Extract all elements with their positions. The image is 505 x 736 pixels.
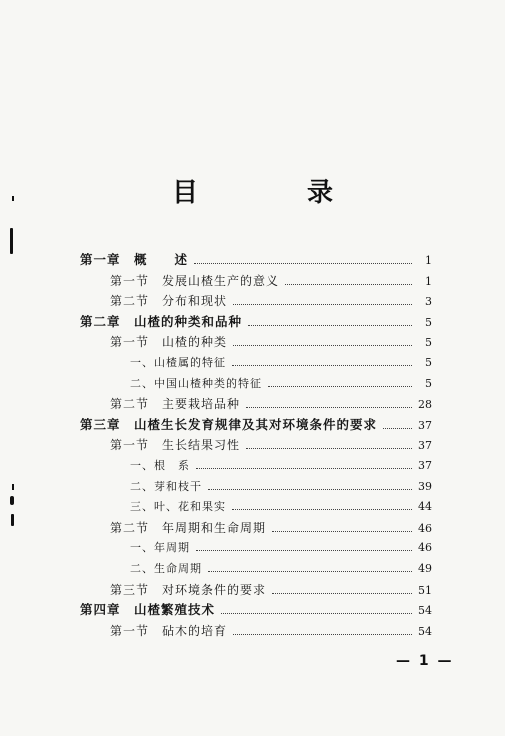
toc-entry-page: 54 bbox=[418, 604, 432, 618]
toc-leader-dots bbox=[383, 428, 412, 429]
toc-leader-dots bbox=[221, 613, 412, 614]
toc-entry bbox=[80, 497, 432, 518]
toc-entry bbox=[80, 538, 432, 559]
toc-entry-page: 46 bbox=[418, 521, 432, 535]
toc-entry bbox=[80, 477, 432, 498]
toc-leader-dots bbox=[248, 325, 412, 326]
toc-entry bbox=[80, 291, 432, 312]
toc-entry bbox=[80, 580, 432, 601]
toc-entry-page: 46 bbox=[418, 541, 432, 555]
toc-entry-label: 一、山楂属的特征 bbox=[130, 355, 226, 369]
toc-entry-label: 第二节 主要栽培品种 bbox=[110, 397, 241, 412]
toc-entry bbox=[80, 415, 432, 436]
toc-leader-dots bbox=[272, 593, 412, 594]
table-of-contents bbox=[80, 250, 432, 641]
toc-entry bbox=[80, 600, 432, 621]
toc-entry-label: 一、年周期 bbox=[130, 541, 190, 555]
toc-entry-label: 二、中国山楂种类的特征 bbox=[130, 376, 262, 390]
toc-entry-label: 第一节 砧木的培育 bbox=[110, 623, 228, 638]
page-title: 目 录 bbox=[171, 178, 384, 208]
toc-leader-dots bbox=[246, 407, 412, 408]
toc-entry-page: 1 bbox=[425, 274, 432, 288]
toc-entry-page: 51 bbox=[418, 583, 432, 597]
toc-leader-dots bbox=[196, 468, 412, 469]
toc-entry-label: 第一节 山楂的种类 bbox=[110, 335, 228, 350]
toc-entry-label: 三、叶、花和果实 bbox=[130, 500, 226, 514]
toc-entry bbox=[80, 456, 432, 477]
toc-entry bbox=[80, 518, 432, 539]
toc-entry-label: 第三章 山楂生长发育规律及其对环境条件的要求 bbox=[80, 416, 378, 432]
toc-entry bbox=[80, 312, 432, 333]
toc-leader-dots bbox=[208, 571, 412, 572]
toc-entry-page: 5 bbox=[425, 355, 432, 369]
toc-leader-dots bbox=[272, 531, 412, 532]
toc-entry bbox=[80, 332, 432, 353]
toc-leader-dots bbox=[233, 304, 412, 305]
toc-leader-dots bbox=[232, 365, 412, 366]
toc-leader-dots bbox=[196, 550, 412, 551]
toc-entry bbox=[80, 271, 432, 292]
toc-entry bbox=[80, 559, 432, 580]
toc-entry-label: 第三节 对环境条件的要求 bbox=[110, 582, 267, 597]
toc-entry-label: 一、根 系 bbox=[130, 458, 190, 472]
toc-entry-page: 39 bbox=[418, 479, 432, 493]
toc-entry bbox=[80, 374, 432, 395]
toc-entry-label: 第二节 分布和现状 bbox=[110, 294, 228, 309]
toc-entry-page: 1 bbox=[425, 254, 432, 267]
toc-leader-dots bbox=[246, 448, 412, 449]
scan-mark bbox=[10, 496, 14, 505]
toc-leader-dots bbox=[268, 386, 412, 387]
toc-entry bbox=[80, 353, 432, 374]
toc-entry-page: 28 bbox=[418, 398, 432, 412]
toc-entry-label: 第二节 年周期和生命周期 bbox=[110, 520, 267, 535]
toc-entry bbox=[80, 394, 432, 415]
toc-entry-label: 第四章 山楂繁殖技术 bbox=[80, 602, 216, 618]
toc-entry-page: 37 bbox=[418, 458, 432, 472]
toc-entry-page: 5 bbox=[425, 336, 432, 350]
toc-entry bbox=[80, 621, 432, 642]
toc-leader-dots bbox=[232, 509, 412, 510]
toc-entry-label: 二、生命周期 bbox=[130, 561, 202, 575]
toc-entry-page: 54 bbox=[418, 624, 432, 638]
toc-leader-dots bbox=[233, 634, 412, 635]
toc-entry-page: 5 bbox=[425, 376, 432, 390]
toc-entry-page: 37 bbox=[418, 439, 432, 453]
toc-entry-page: 5 bbox=[425, 315, 432, 329]
toc-entry bbox=[80, 435, 432, 456]
toc-leader-dots bbox=[194, 263, 412, 264]
toc-entry-page: 37 bbox=[418, 418, 432, 432]
toc-entry-page: 3 bbox=[425, 295, 432, 309]
toc-entry-label: 第一章 概 述 bbox=[80, 252, 189, 267]
page-number: — 1 — bbox=[396, 653, 454, 669]
toc-entry-page: 44 bbox=[418, 500, 432, 514]
toc-leader-dots bbox=[208, 489, 412, 490]
scan-mark bbox=[12, 196, 14, 201]
scan-mark bbox=[11, 514, 14, 526]
scan-mark bbox=[12, 484, 14, 490]
toc-entry bbox=[80, 250, 432, 271]
toc-entry-page: 49 bbox=[418, 561, 432, 575]
scan-mark bbox=[10, 228, 13, 254]
toc-entry-label: 第一节 生长结果习性 bbox=[110, 438, 241, 453]
toc-entry-label: 第二章 山楂的种类和品种 bbox=[80, 313, 243, 329]
toc-leader-dots bbox=[285, 284, 412, 285]
toc-entry-label: 二、芽和枝干 bbox=[130, 479, 202, 493]
toc-entry-label: 第一节 发展山楂生产的意义 bbox=[110, 273, 280, 288]
toc-leader-dots bbox=[233, 345, 412, 346]
